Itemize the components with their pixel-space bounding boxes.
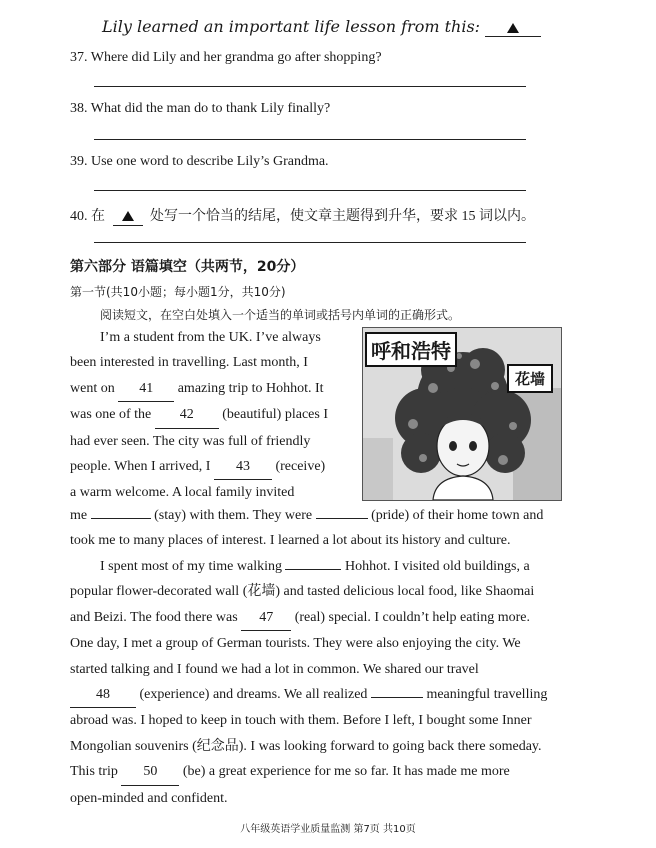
passage-line: popular flower-decorated wall (花墙) and tasted delicious local food, like Shaomai: [70, 584, 535, 600]
passage-line: was one of the 42 (beautiful) places I: [70, 402, 348, 428]
q36-label: Lily learned an important life lesson from this:: [102, 17, 481, 36]
passage-line: had ever seen. The city was full of friendly: [70, 433, 311, 449]
answer-line-40[interactable]: [94, 242, 526, 243]
passage-line: people. When I arrived, I 43 (receive): [70, 454, 348, 480]
section-instruction: 阅读短文，在空白处填入一个适当的单词或括号内单词的正确形式。: [100, 308, 461, 322]
passage-paragraph-2: [70, 554, 562, 811]
passage-line: me (stay) with them. They were (pride) of their home town and: [70, 508, 544, 523]
blank-45[interactable]: [316, 518, 368, 519]
question-40-post: 处写一个恰当的结尾，使文章主题得到升华，要求 15 词以内。: [150, 209, 535, 224]
blank-46[interactable]: [285, 569, 341, 570]
section-subtitle: 第一节(共10小题；每小题1分，共10分): [70, 285, 286, 299]
passage-line: 48 (experience) and dreams. We all realized meaningful travelling: [70, 682, 562, 708]
passage-line: I spent most of my time walking Hohhot. I visited old buildings, a: [100, 559, 530, 574]
passage-line: open-minded and confident.: [70, 790, 228, 806]
q36-text: [102, 17, 541, 37]
answer-line-37[interactable]: [94, 86, 526, 87]
question-40: [70, 205, 535, 226]
passage-paragraph-1: [70, 325, 348, 506]
section-title: 第六部分 语篇填空（共两节，20分）: [70, 259, 305, 275]
passage-line: and Beizi. The food there was 47 (real) special. I couldn’t help eating more.: [70, 605, 562, 631]
question-38: 38. What did the man do to thank Lily finally?: [70, 101, 331, 116]
passage-line: went on 41 amazing trip to Hohhot. It: [70, 376, 348, 402]
question-37: 37. Where did Lily and her grandma go after shopping?: [70, 50, 382, 65]
q40-blank-marker: [113, 209, 143, 226]
question-39: 39. Use one word to describe Lily’s Grandma.: [70, 154, 329, 169]
sign-hohhot: 呼和浩特: [365, 332, 457, 367]
page-footer: 八年级英语学业质量监测 第7页 共10页: [240, 824, 416, 835]
blank-41[interactable]: 41: [118, 376, 174, 402]
blank-49[interactable]: [371, 697, 423, 698]
passage-line: I’m a student from the UK. I’ve always: [100, 330, 321, 345]
triangle-icon: [122, 211, 134, 221]
triangle-icon: [507, 23, 519, 33]
blank-44[interactable]: [91, 518, 151, 519]
blank-48[interactable]: 48: [70, 682, 136, 708]
answer-line-39[interactable]: [94, 190, 526, 191]
illustration-image: [362, 327, 562, 501]
passage-paragraph-1-cont: [70, 503, 562, 554]
passage-line: abroad was. I hoped to keep in touch with them. Before I left, I bought some Inner: [70, 713, 532, 729]
question-40-pre: 40. 在: [70, 209, 105, 224]
passage-line: One day, I met a group of German tourists. They were also enjoying the city. We: [70, 636, 521, 652]
q36-answer-blank[interactable]: [485, 17, 541, 37]
answer-line-38[interactable]: [94, 139, 526, 140]
blank-43[interactable]: 43: [214, 454, 272, 480]
passage-line: a warm welcome. A local family invited: [70, 485, 295, 501]
blank-47[interactable]: 47: [241, 605, 291, 631]
passage-line: This trip 50 (be) a great experience for me so far. It has made me more: [70, 759, 562, 785]
passage-line: took me to many places of interest. I learned a lot about its history and culture.: [70, 533, 511, 549]
blank-42[interactable]: 42: [155, 402, 219, 428]
passage-line: been interested in travelling. Last month, I: [70, 355, 308, 371]
sign-flower-wall: 花墙: [507, 364, 553, 393]
blank-50[interactable]: 50: [121, 759, 179, 785]
passage-line: started talking and I found we had a lot in common. We shared our travel: [70, 661, 479, 677]
passage-line: Mongolian souvenirs (纪念品). I was looking forward to going back there someday.: [70, 738, 542, 754]
